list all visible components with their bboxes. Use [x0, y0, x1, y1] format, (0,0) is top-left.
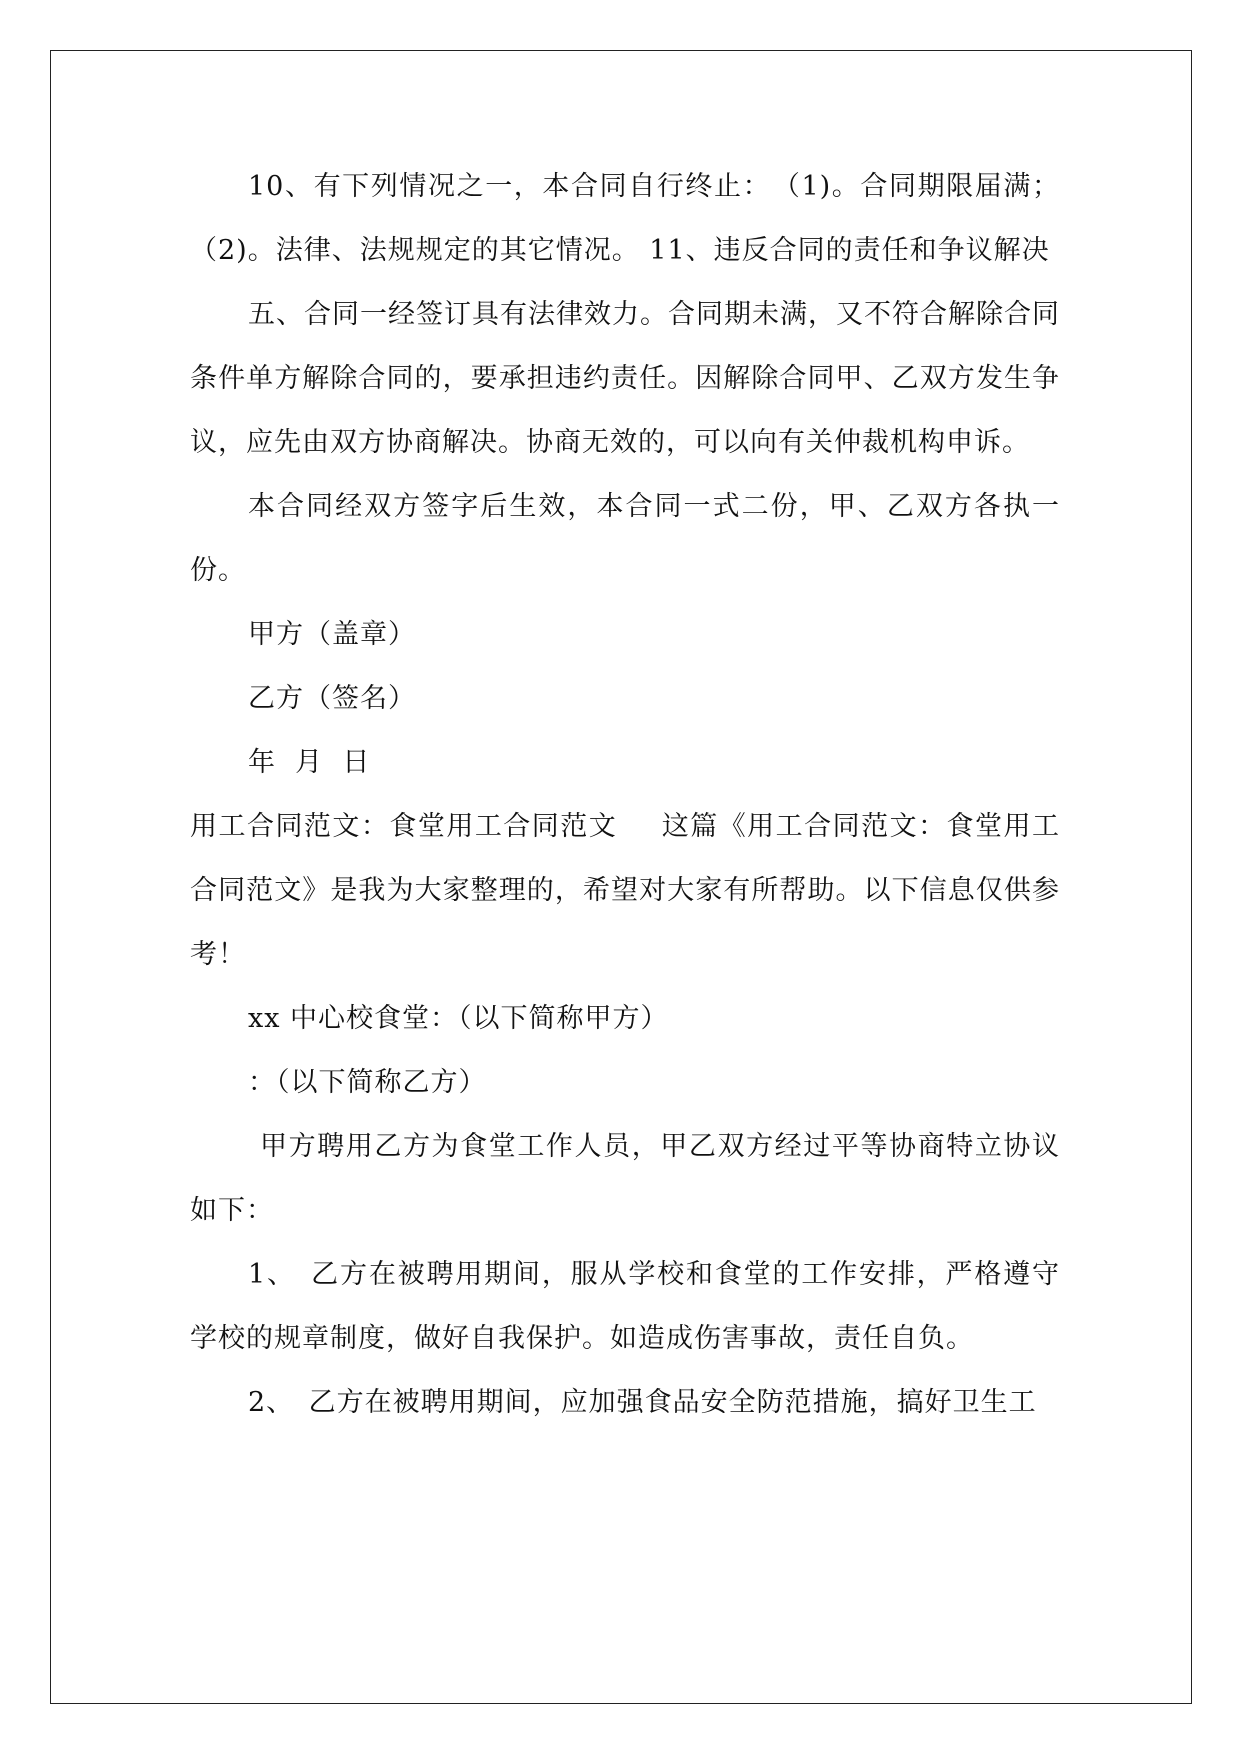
article-intro-text: 这篇《用工合同范文：食堂用工合同范文》是我为大家整理的，希望对大家有所帮助。以下信息仅供参考！	[190, 811, 1061, 970]
clause-2: 2、 乙方在被聘用期间，应加强食品安全防范措施，搞好卫生工	[248, 1387, 1037, 1418]
paragraph-article-intro	[190, 795, 1060, 987]
party-a-seal-line: 甲方（盖章）	[248, 619, 416, 650]
date-line: 年 月 日	[248, 747, 371, 778]
document-body	[190, 155, 1060, 1435]
paragraph-termination: 10、有下列情况之一，本合同自行终止： （1)。合同期限届满；（2)。法律、法规规定的其它情况。 11、违反合同的责任和争议解决	[190, 171, 1060, 266]
party-b-name-line: ：（以下简称乙方）	[248, 1067, 487, 1098]
paragraph-legal-effect: 五、合同一经签订具有法律效力。合同期未满，又不符合解除合同条件单方解除合同的，要承担违约责任。因解除合同甲、乙双方发生争议，应先由双方协商解决。协商无效的，可以向有关仲裁机构申诉。	[190, 299, 1060, 458]
party-a-name-line: xx 中心校食堂：（以下简称甲方）	[248, 1003, 669, 1034]
paragraph-effective-copies: 本合同经双方签字后生效，本合同一式二份，甲、乙双方各执一份。	[190, 491, 1060, 586]
clause-1: 1、 乙方在被聘用期间，服从学校和食堂的工作安排，严格遵守学校的规章制度，做好自我保护。如造成伤害事故，责任自负。	[190, 1259, 1060, 1354]
article-title: 用工合同范文：食堂用工合同范文	[190, 811, 618, 842]
party-b-signature-line: 乙方（签名）	[248, 683, 416, 714]
paragraph-agreement-intro: 甲方聘用乙方为食堂工作人员，甲乙双方经过平等协商特立协议如下：	[190, 1131, 1060, 1226]
